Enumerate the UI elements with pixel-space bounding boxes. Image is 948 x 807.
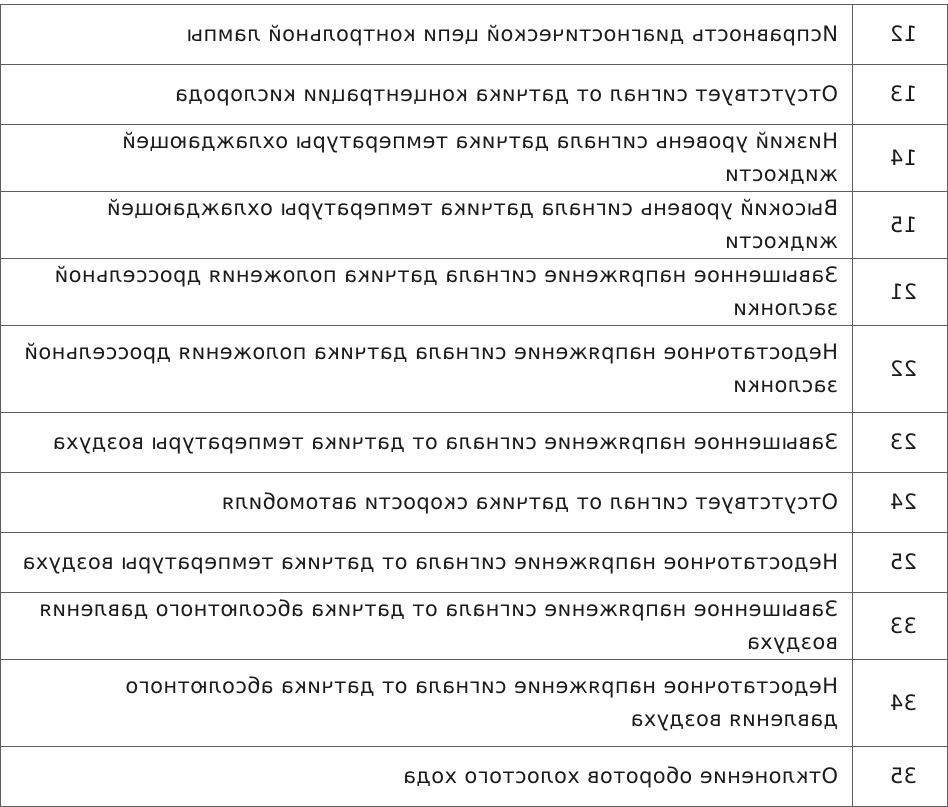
error-description: Отсутствует сигнал от датчика скорости автомобиля xyxy=(1,473,853,533)
error-description: Недостаточное напряжение сигнала от датчика температуры воздуха xyxy=(1,533,853,593)
error-description: Высокий уровень сигнала датчика температуры охлаждающей жидкости xyxy=(1,192,853,259)
error-code: 22 xyxy=(853,326,948,413)
error-codes-table xyxy=(0,4,948,807)
error-code: 12 xyxy=(853,5,948,65)
error-code: 13 xyxy=(853,65,948,125)
error-code: 25 xyxy=(853,533,948,593)
error-description: Завышенное напряжение сигнала от датчика абсолютного давления воздуха xyxy=(1,593,853,660)
error-description: Низкий уровень сигнала датчика температуры охлаждающей жидкости xyxy=(1,125,853,192)
error-code: 23 xyxy=(853,413,948,473)
table-row xyxy=(1,593,948,660)
error-description: Отсутствует сигнал от датчика концентрации кислорода xyxy=(1,65,853,125)
table-row xyxy=(1,747,948,807)
table-row xyxy=(1,326,948,413)
error-code: 24 xyxy=(853,473,948,533)
table-row xyxy=(1,473,948,533)
table-row xyxy=(1,65,948,125)
table-row xyxy=(1,533,948,593)
error-code: 35 xyxy=(853,747,948,807)
error-description: Недостаточное напряжение сигнала датчика положения дроссельной заслонки xyxy=(1,326,853,413)
error-code: 15 xyxy=(853,192,948,259)
error-description: Завышенное напряжение сигнала датчика положения дроссельной заслонки xyxy=(1,259,853,326)
error-code: 14 xyxy=(853,125,948,192)
error-code: 21 xyxy=(853,259,948,326)
table-row xyxy=(1,5,948,65)
table-row xyxy=(1,259,948,326)
table-row xyxy=(1,660,948,747)
table-row xyxy=(1,192,948,259)
error-description: Исправность диагностической цепи контрольной лампы xyxy=(1,5,853,65)
error-description: Отклонение оборотов холостого хода xyxy=(1,747,853,807)
error-description: Недостаточное напряжение сигнала от датчика абсолютного давления воздуха xyxy=(1,660,853,747)
table-row xyxy=(1,125,948,192)
error-code: 34 xyxy=(853,660,948,747)
error-description: Завышенное напряжение сигнала от датчика температуры воздуха xyxy=(1,413,853,473)
error-code: 33 xyxy=(853,593,948,660)
table-row xyxy=(1,413,948,473)
